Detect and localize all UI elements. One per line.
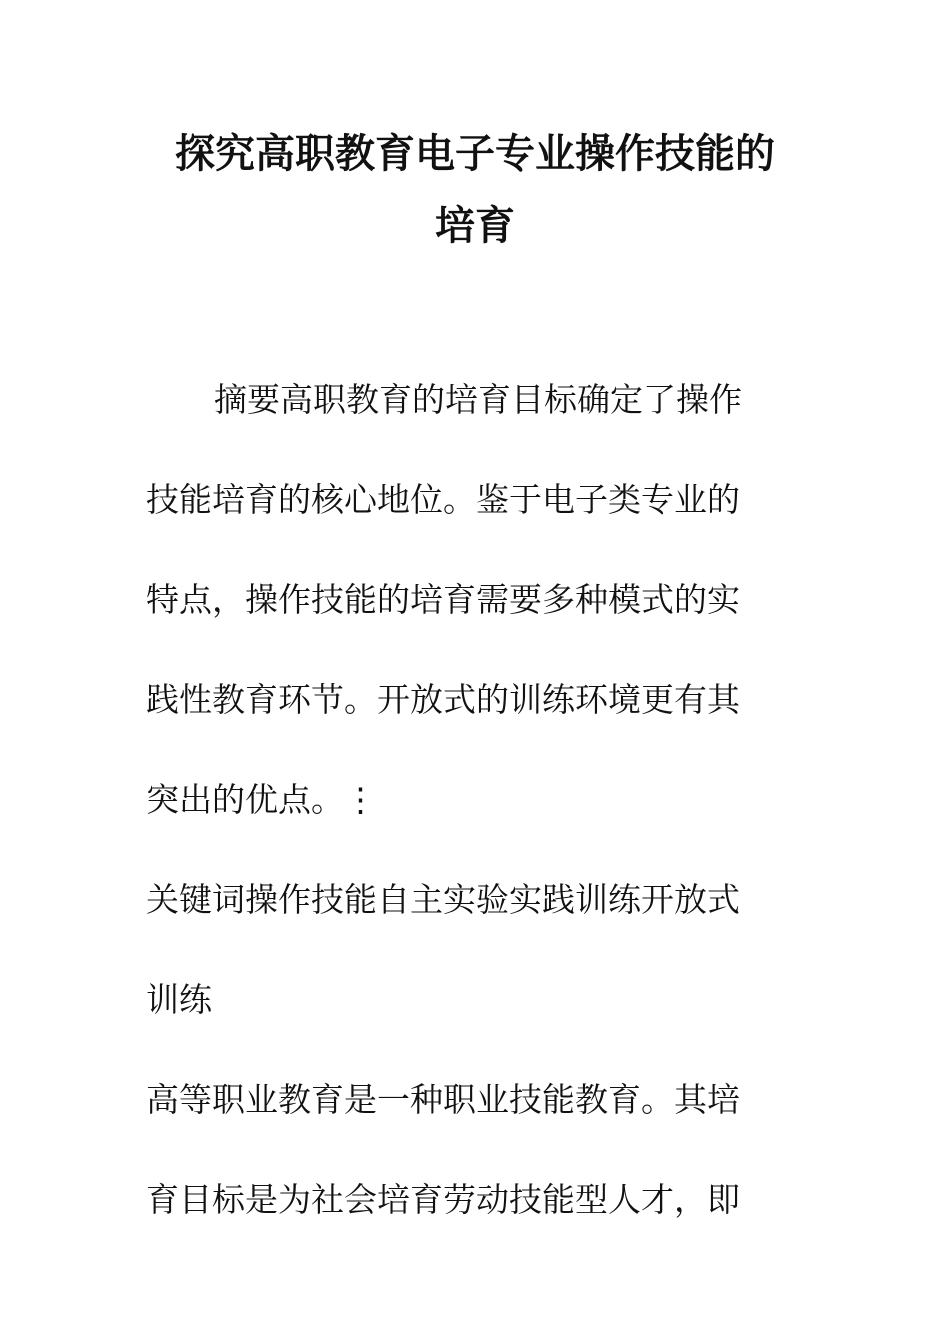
title-line-2: 培育 [435, 203, 515, 249]
abstract-line-3: 特点，操作技能的培育需要多种模式的实 [146, 580, 740, 619]
abstract-line-1: 摘要高职教育的培育目标确定了操作 [214, 380, 742, 419]
abstract-line-5: 突出的优点。⋮ [146, 780, 377, 819]
title-line-1: 探究高职教育电子专业操作技能的 [175, 131, 775, 177]
keywords-line-1: 关键词操作技能自主实验实践训练开放式 [146, 880, 740, 919]
abstract-line-2: 技能培育的核心地位。鉴于电子类专业的 [146, 480, 740, 519]
body-line-1: 高等职业教育是一种职业技能教育。其培 [146, 1080, 740, 1119]
keywords-line-2: 训练 [146, 980, 212, 1019]
abstract-line-4: 践性教育环节。开放式的训练环境更有其 [146, 680, 740, 719]
body-line-2: 育目标是为社会培育劳动技能型人才，即 [146, 1180, 740, 1219]
document-title [140, 118, 810, 262]
